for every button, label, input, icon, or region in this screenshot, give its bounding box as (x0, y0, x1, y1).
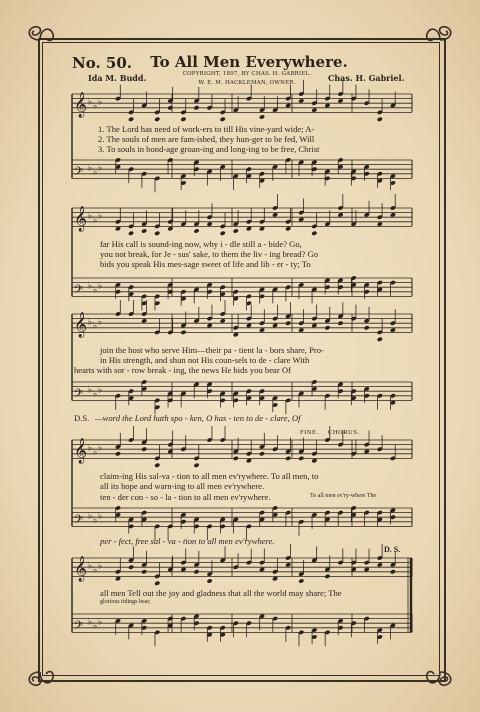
note-head (337, 212, 343, 217)
flat-icon: ♭ (98, 511, 103, 522)
note-head (390, 212, 396, 217)
note-head (298, 98, 304, 103)
note-head (246, 323, 252, 328)
flat-icon: ♭ (88, 511, 93, 522)
note-head (141, 569, 147, 574)
note-head (324, 103, 330, 108)
flat-icon: ♭ (93, 447, 98, 458)
note-head (285, 103, 291, 108)
treble-clef-icon: 𝄞 (74, 92, 88, 118)
verse-3-line-2: bids you speak His mes-sage sweet of life and lib - er - ty; To (100, 259, 311, 269)
note-head (259, 567, 265, 572)
verse-1-line-2: far His call is sound-ing now, why i - dle still a - bide? Go, (100, 239, 302, 249)
copyright-notice: COPYRIGHT, 1897, BY CHAS. H. GABRIEL. (182, 71, 312, 77)
treble-clef-icon: 𝄞 (74, 438, 88, 464)
note-head (207, 221, 213, 226)
flat-icon: ♭ (88, 385, 93, 396)
note-head (285, 562, 291, 567)
note-head (311, 323, 317, 328)
flat-icon: ♭ (88, 443, 93, 454)
flat-icon: ♭ (98, 561, 103, 572)
flat-icon: ♭ (98, 97, 103, 108)
note-head (167, 105, 173, 110)
flat-icon: ♭ (88, 97, 93, 108)
note-head (141, 318, 147, 323)
treble-clef-icon: 𝄞 (74, 312, 88, 338)
ds-label: D.S. (74, 413, 90, 423)
copyright-owner: W. E. M. HACKLEMAN, OWNER. (198, 80, 296, 86)
note-head (246, 226, 252, 231)
note-head (298, 327, 304, 332)
note-head (285, 321, 291, 326)
flat-icon: ♭ (93, 321, 98, 332)
note-head (337, 98, 343, 103)
note-head (311, 107, 317, 112)
flat-icon: ♭ (98, 281, 103, 292)
note-head (390, 569, 396, 574)
note-head (193, 105, 199, 110)
verse-3-line-1: 3. To souls in bond-age groan-ing and long-ing to be free, Christ (98, 144, 320, 154)
note-head (298, 578, 304, 583)
note-head (377, 337, 383, 342)
hymn-title: To All Men Everywhere. (150, 53, 348, 71)
verse-1-line-3: join the host who serve Him—their pa - tient la - bors share, Pro- (100, 345, 324, 355)
chorus-echo-line: glorious tidings bear, (100, 599, 151, 605)
note-head (259, 451, 265, 456)
note-head (259, 114, 265, 119)
flat-icon: ♭ (98, 211, 103, 222)
flat-icon: ♭ (98, 163, 103, 174)
flat-icon: ♭ (88, 163, 93, 174)
flat-icon: ♭ (98, 617, 103, 628)
note-head (377, 562, 383, 567)
ds-lyric-line: —word the Lord hath spo - ken, O has - ten to de - clare, Of (95, 413, 301, 423)
hymn-number: No. 50. (72, 54, 132, 72)
bass-clef-icon: 𝄢 (74, 165, 84, 182)
flat-icon: ♭ (93, 565, 98, 576)
note-head (207, 323, 213, 328)
note-head (180, 567, 186, 572)
note-head (285, 226, 291, 231)
note-head (246, 458, 252, 463)
composer: Chas. H. Gabriel. (328, 73, 405, 83)
flat-icon: ♭ (98, 385, 103, 396)
note-head (377, 221, 383, 226)
note-head (233, 332, 239, 337)
note-head (128, 231, 134, 236)
flat-icon: ♭ (93, 167, 98, 178)
note-head (272, 212, 278, 217)
chorus-marker: CHORUS. (328, 429, 360, 436)
note-head (298, 217, 304, 222)
verse-2-line-2: you not break, for Je - sus' sake, to them the liv - ing bread? Go (100, 249, 319, 259)
note-head (193, 569, 199, 574)
treble-clef-icon: 𝄞 (74, 206, 88, 232)
note-head (180, 117, 186, 122)
note-head (220, 231, 226, 236)
note-head (259, 226, 265, 231)
note-head (141, 228, 147, 233)
flat-icon: ♭ (98, 443, 103, 454)
note-head (390, 327, 396, 332)
bass-clef-icon: 𝄢 (74, 283, 84, 300)
flat-icon: ♭ (93, 215, 98, 226)
flat-icon: ♭ (98, 317, 103, 328)
note-head (167, 226, 173, 231)
note-head (272, 323, 278, 328)
verse-2-line-4: all its hope and warn-ing to all men ev'rywhere. (100, 481, 265, 491)
treble-clef-icon: 𝄞 (74, 556, 88, 582)
bass-echo-words: To all men ev'ry-where The (310, 493, 377, 499)
note-head (311, 458, 317, 463)
flat-icon: ♭ (88, 561, 93, 572)
bass-clef-icon: 𝄢 (74, 387, 84, 404)
note-head (193, 228, 199, 233)
flat-icon: ♭ (93, 389, 98, 400)
note-head (324, 325, 330, 330)
verse-2-line-1: 2. The souls of men are fam-ished, they hun-ger to be fed, Will (98, 134, 315, 144)
note-head (298, 456, 304, 461)
note-head (311, 231, 317, 236)
verse-1-line-1: 1. The Lord has need of work-ers to till His vine-yard wide; A- (98, 124, 315, 134)
note-head (377, 117, 383, 122)
flat-icon: ♭ (88, 617, 93, 628)
note-head (180, 330, 186, 335)
note-head (337, 321, 343, 326)
note-head (154, 581, 160, 586)
note-head (351, 567, 357, 572)
note-head (220, 117, 226, 122)
verse-3-line-3: hearts with sor - row break - ing, the news He bids you bear Of (74, 365, 291, 375)
note-head (364, 325, 370, 330)
note-head (115, 576, 121, 581)
note-head (154, 117, 160, 122)
flat-icon: ♭ (88, 211, 93, 222)
note-head (233, 456, 239, 461)
note-head (207, 578, 213, 583)
verse-2-line-3: in His strength, and shun not His coun-sels to de - clare With (100, 355, 310, 365)
note-head (193, 463, 199, 468)
flat-icon: ♭ (88, 317, 93, 328)
note-head (154, 463, 160, 468)
verse-1-line-4: claim-ing His sal-va - tion to all men ev'rywhere. To all men, to (100, 471, 319, 481)
bass-clef-icon: 𝄢 (74, 513, 84, 530)
ds-marker: D. S. (384, 545, 401, 554)
note-head (115, 226, 121, 231)
note-head (128, 117, 134, 122)
note-head (154, 231, 160, 236)
note-head (141, 447, 147, 452)
note-head (364, 449, 370, 454)
refrain-line: per - fect, free sal - va - tion to all men ev'rywhere. (100, 536, 275, 546)
fine-marker: FINE. (300, 429, 319, 436)
lyricist: Ida M. Budd. (88, 73, 147, 83)
note-head (115, 451, 121, 456)
chorus-line: all men Tell out the joy and gladness that all the world may share; The (100, 588, 342, 598)
note-head (272, 576, 278, 581)
note-head (285, 456, 291, 461)
note-head (220, 318, 226, 323)
flat-icon: ♭ (93, 285, 98, 296)
note-head (259, 327, 265, 332)
note-head (128, 565, 134, 570)
note-head (364, 567, 370, 572)
flat-icon: ♭ (93, 515, 98, 526)
bass-clef-icon: 𝄢 (74, 619, 84, 636)
flat-icon: ♭ (88, 281, 93, 292)
note-head (167, 449, 173, 454)
verse-3-line-4: ten - der con - so - la - tion to all men ev'rywhere. (100, 492, 271, 502)
note-head (233, 228, 239, 233)
note-head (324, 574, 330, 579)
flat-icon: ♭ (93, 101, 98, 112)
flat-icon: ♭ (93, 621, 98, 632)
